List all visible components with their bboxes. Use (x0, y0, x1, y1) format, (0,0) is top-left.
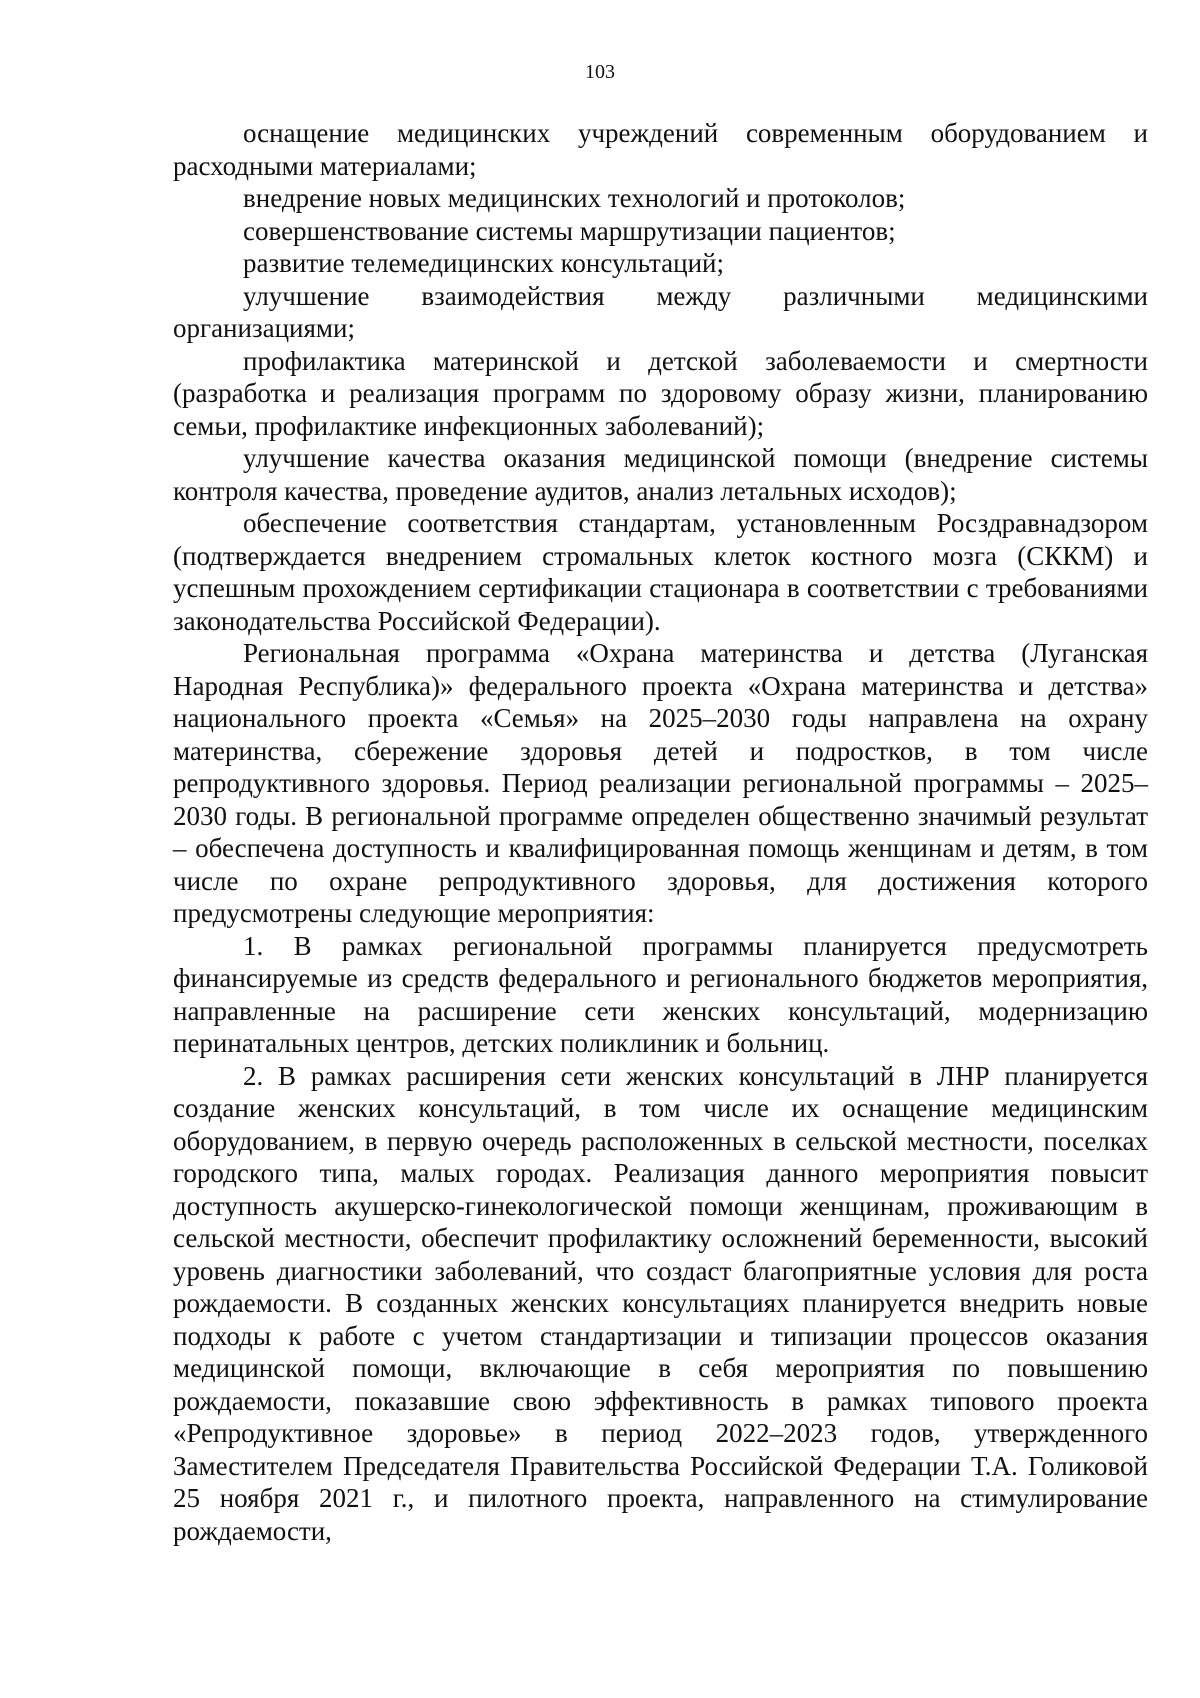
paragraph: развитие телемедицинских консультаций; (243, 248, 724, 278)
paragraph: 1. В рамках региональной программы планируется предусмотреть финансируемые из средств федерального и регионального бюджетов мероприятия, направленные на расширение сети женских консультаций, модернизацию перинатальных центров, детских поликлиник и больниц. (173, 930, 1148, 1058)
paragraph: внедрение новых медицинских технологий и протоколов; (243, 183, 906, 213)
paragraph: 2. В рамках расширения сети женских консультаций в ЛНР планируется создание женских консультаций, в том числе их оснащение медицинским оборудованием, в первую очередь расположенных в сельской местности, поселках городского типа, малых городах. Реализация данного мероприятия повысит доступность акушерско-гинекологической помощи женщинам, проживающим в сельской местности, обеспечит профилактику осложнений беременности, высокий уровень диагностики заболеваний, что создаст благоприятные условия для роста рождаемости. В созданных женских консультациях планируется внедрить новые подходы к работе с учетом стандартизации и типизации процессов оказания медицинской помощи, включающие в себя мероприятия по повышению рождаемости, показавшие свою эффективность в рамках типового проекта «Репродуктивное здоровье» в период 2022–2023 годов, утвержденного Заместителем Председателя Правительства Российской Федерации Т.А. Голиковой 25 ноября 2021 г., и пилотного проекта, направленного на стимулирование рождаемости, (173, 1060, 1148, 1546)
paragraph: совершенствование системы маршрутизации пациентов; (243, 215, 896, 246)
paragraph: Региональная программа «Охрана материнства и детства (Луганская Народная Республика)» федерального проекта «Охрана материнства и детства» национального проекта «Семья» на 2025–2030 годы направлена на охрану материнства, сбережение здоровья детей и подростков, в том числе репродуктивного здоровья. Период реализации региональной программы – 2025–2030 годы. В региональной программе определен общественно значимый результат – обеспечена доступность и квалифицированная помощь женщинам и детям, в том числе по охране репродуктивного здоровья, для достижения которого предусмотрены следующие мероприятия: (173, 638, 1148, 928)
body-text (173, 117, 1148, 1547)
page-number: 103 (585, 61, 615, 83)
paragraph: улучшение качества оказания медицинской помощи (внедрение системы контроля качества, проведение аудитов, анализ летальных исходов); (173, 443, 1148, 506)
paragraph: улучшение взаимодействия между различными медицинскими организациями; (173, 280, 1148, 343)
paragraph: оснащение медицинских учреждений современным оборудованием и расходными материалами; (173, 118, 1148, 181)
paragraph: профилактика материнской и детской заболеваемости и смертности (разработка и реализация программ по здоровому образу жизни, планированию семьи, профилактике инфекционных заболеваний); (173, 345, 1148, 441)
paragraph: обеспечение соответствия стандартам, установленным Росздравнадзором (подтверждается внедрением стромальных клеток костного мозга (СККМ) и успешным прохождением сертификации стационара в соответствии с требованиями законодательства Российской Федерации). (173, 508, 1148, 636)
